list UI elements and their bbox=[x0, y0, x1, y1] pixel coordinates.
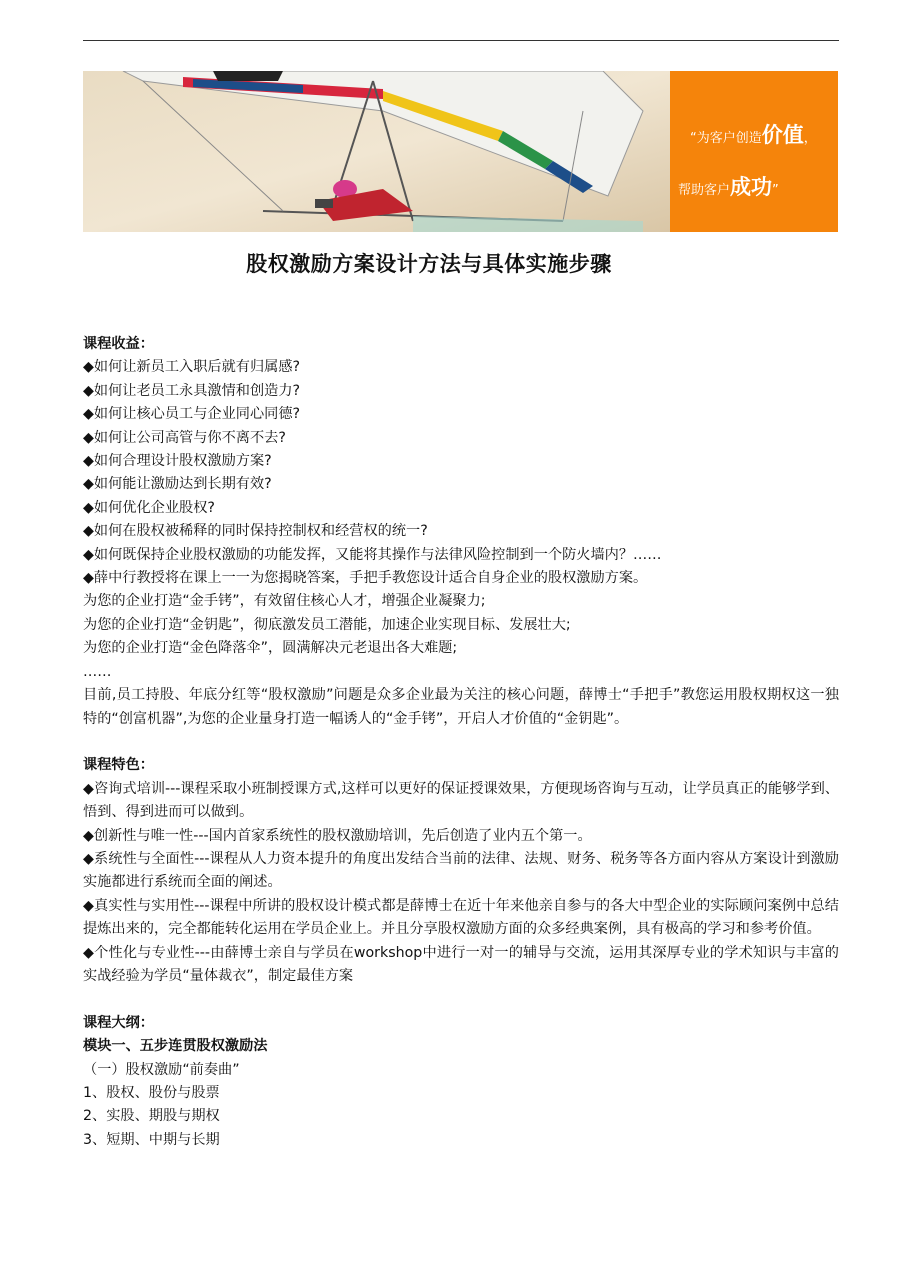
module-title: 模块一、五步连贯股权激励法 bbox=[83, 1038, 268, 1055]
list-item: ◆系统性与全面性---课程从人力资本提升的角度出发结合当前的法律、法规、财务、税务等各方面内容从方案设计到激励实施都进行系统而全面的阐述。 bbox=[83, 850, 839, 891]
banner bbox=[83, 71, 838, 232]
list-item: ◆如何让公司高管与你不离不去? bbox=[83, 429, 286, 446]
slogan-text: “为客户创造 bbox=[690, 131, 762, 146]
list-item: ◆如何让新员工入职后就有归属感? bbox=[83, 359, 301, 376]
list-item: 为您的企业打造“金钥匙”，彻底激发员工潜能，加速企业实现目标、发展壮大; bbox=[83, 616, 571, 633]
section-heading: 课程特色： bbox=[83, 757, 154, 774]
list-item: ◆如何让核心员工与企业同心同德? bbox=[83, 406, 301, 423]
list-item: 3、短期、中期与长期 bbox=[83, 1131, 220, 1148]
list-item: ◆如何合理设计股权激励方案? bbox=[83, 453, 272, 470]
document-title: 股权激励方案设计方法与具体实施步骤 bbox=[246, 252, 612, 276]
section-heading: 课程大纲： bbox=[83, 1014, 154, 1031]
list-item: ◆个性化与专业性---由薛博士亲自与学员在workshop中进行一对一的辅导与交流，运用其深厚专业的学术知识与丰富的实战经验为学员“量体裁衣”，制定最佳方案 bbox=[83, 944, 839, 984]
list-item: ◆如何既保持企业股权激励的功能发挥，又能将其操作与法律风险控制到一个防火墙内？…… bbox=[83, 546, 662, 563]
spacer bbox=[83, 988, 839, 1011]
slogan-text: ， bbox=[803, 131, 817, 146]
list-item: ◆真实性与实用性---课程中所讲的股权设计模式都是薛博士在近十年来他亲自参与的各大中型企业的实际顾问案例中总结提炼出来的，完全都能转化运用在学员企业上。并且分享股权激励方面的众多经典案例，具有极高的学习和参考价值。 bbox=[83, 897, 839, 938]
list-item: ◆薛中行教授将在课上一一为您揭晓答案，手把手教您设计适合自身企业的股权激励方案。 bbox=[83, 570, 648, 587]
slogan-text: 帮助客户 bbox=[678, 183, 731, 198]
slogan-text: ” bbox=[772, 183, 779, 198]
subsection-title: （一）股权激励“前奏曲” bbox=[83, 1061, 240, 1078]
slogan-panel bbox=[670, 71, 838, 232]
header-rule bbox=[83, 40, 839, 41]
list-item: ◆如何让老员工永具激情和创造力? bbox=[83, 382, 301, 399]
list-item: ◆如何优化企业股权? bbox=[83, 499, 215, 516]
slogan-highlight: 价值 bbox=[761, 123, 804, 147]
list-item: 2、实股、期股与期权 bbox=[83, 1108, 220, 1125]
slogan-highlight: 成功 bbox=[730, 175, 773, 199]
list-item: ◆如何能让激励达到长期有效? bbox=[83, 476, 272, 493]
section-heading: 课程收益： bbox=[83, 336, 154, 352]
slogan-line-2 bbox=[678, 171, 779, 201]
list-item: …… bbox=[83, 663, 112, 680]
list-item: ◆创新性与唯一性---国内首家系统性的股权激励培训，先后创造了业内五个第一。 bbox=[83, 827, 592, 844]
list-item: ◆咨询式培训---课程采取小班制授课方式,这样可以更好的保证授课效果，方便现场咨询与互动，让学员真正的能够学到、悟到、得到进而可以做到。 bbox=[83, 780, 839, 821]
spacer bbox=[83, 731, 839, 754]
list-item: 为您的企业打造“金色降落伞”，圆满解决元老退出各大难题; bbox=[83, 640, 458, 657]
list-item: 1、股权、股份与股票 bbox=[83, 1084, 220, 1101]
list-item: 为您的企业打造“金手铐”，有效留住核心人才，增强企业凝聚力; bbox=[83, 593, 486, 610]
document-body bbox=[83, 333, 839, 1152]
summary-paragraph: 目前,员工持股、年底分红等“股权激励”问题是众多企业最为关注的核心问题，薛博士“手把手”教您运用股权期权这一独特的“创富机器”,为您的企业量身打造一幅诱人的“金手铐”，开启人才价值的“金钥匙”。 bbox=[83, 687, 839, 727]
slogan-line-1 bbox=[690, 119, 817, 149]
hang-glider-photo bbox=[83, 71, 670, 232]
list-item: ◆如何在股权被稀释的同时保持控制权和经营权的统一? bbox=[83, 523, 428, 540]
